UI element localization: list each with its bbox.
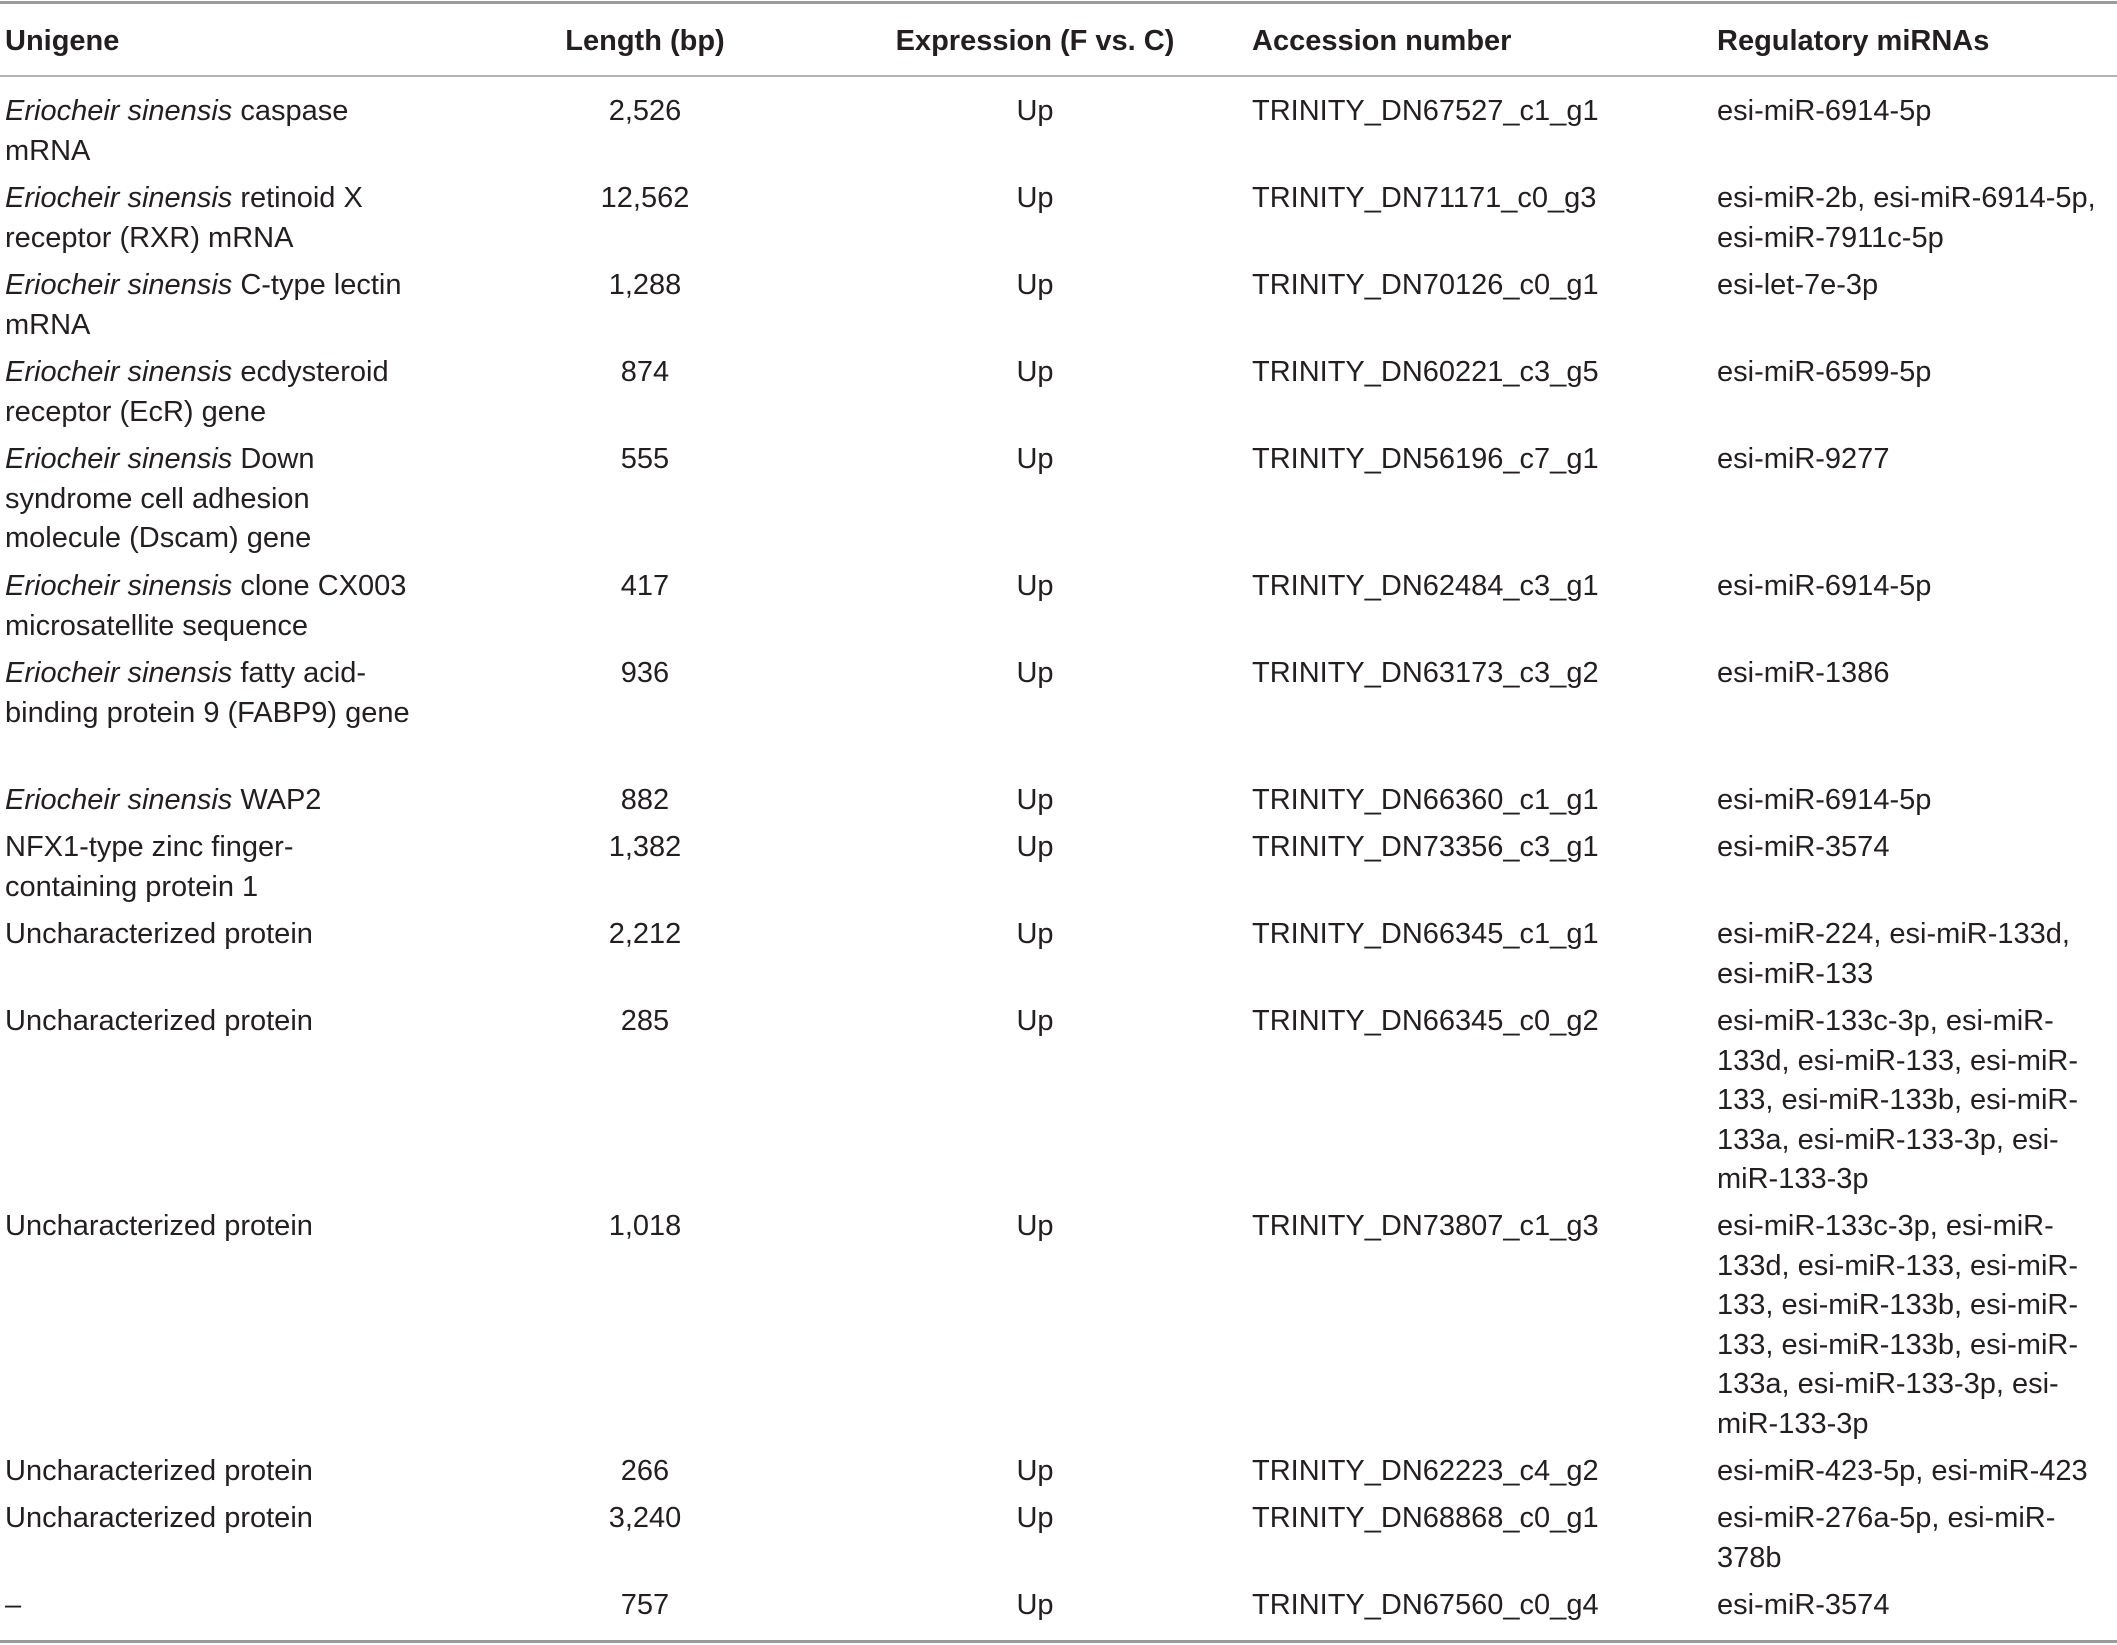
species-name: Eriocheir sinensis	[5, 182, 233, 214]
gene-description: Uncharacterized protein	[5, 1455, 313, 1487]
cell-length: 266	[620, 1455, 670, 1487]
gene-description: NFX1-type zinc finger-containing protein 1	[5, 831, 294, 903]
cell-expression: Up	[1016, 1589, 1054, 1621]
cell-unigene	[5, 654, 425, 733]
cell-accession: TRINITY_DN73807_c1_g3	[1252, 1210, 1599, 1242]
cell-unigene	[5, 781, 425, 821]
cell-accession: TRINITY_DN62484_c3_g1	[1252, 570, 1599, 602]
cell-accession: TRINITY_DN66345_c1_g1	[1252, 918, 1599, 950]
cell-expression: Up	[1016, 1502, 1054, 1534]
header-unigene: Unigene	[5, 25, 120, 57]
cell-expression: Up	[1016, 1455, 1054, 1487]
cell-accession: TRINITY_DN62223_c4_g2	[1252, 1455, 1599, 1487]
cell-length: 1,382	[608, 831, 682, 863]
cell-mirnas: esi-miR-133c-3p, esi-miR-133d, esi-miR-133, esi-miR-133, esi-miR-133b, esi-miR-133, esi-miR-133b, esi-miR-133a, esi-miR-133-3p, esi-miR-133-3p	[1717, 1210, 2078, 1440]
cell-mirnas: esi-let-7e-3p	[1717, 269, 1879, 301]
gene-description: C-type lectin mRNA	[5, 269, 402, 341]
cell-length: 2,212	[608, 918, 682, 950]
cell-accession: TRINITY_DN67560_c0_g4	[1252, 1589, 1599, 1621]
cell-unigene	[5, 1499, 425, 1539]
cell-mirnas: esi-miR-6914-5p	[1717, 784, 1932, 816]
header-expression: Expression (F vs. C)	[895, 25, 1175, 57]
gene-description: Down syndrome cell adhesion molecule (Dscam) gene	[5, 443, 315, 554]
gene-description: Uncharacterized protein	[5, 918, 313, 950]
gene-description: Uncharacterized protein	[5, 1210, 313, 1242]
cell-accession: TRINITY_DN71171_c0_g3	[1252, 182, 1597, 214]
gene-description: WAP2	[232, 784, 322, 816]
cell-expression: Up	[1016, 657, 1054, 689]
cell-mirnas: esi-miR-224, esi-miR-133d, esi-miR-133	[1717, 918, 2070, 990]
cell-mirnas: esi-miR-3574	[1717, 1589, 1890, 1621]
cell-length: 3,240	[608, 1502, 682, 1534]
gene-description: Uncharacterized protein	[5, 1005, 313, 1037]
cell-expression: Up	[1016, 269, 1054, 301]
cell-expression: Up	[1016, 443, 1054, 475]
table-bottom-rule	[0, 1640, 2117, 1643]
cell-unigene	[5, 828, 425, 907]
cell-length: 936	[620, 657, 670, 689]
cell-accession: TRINITY_DN66360_c1_g1	[1252, 784, 1599, 816]
cell-unigene	[5, 1586, 425, 1626]
cell-length: 1,288	[608, 269, 682, 301]
cell-unigene	[5, 1002, 425, 1042]
cell-accession: TRINITY_DN67527_c1_g1	[1252, 95, 1599, 127]
header-rule	[0, 75, 2117, 77]
cell-expression: Up	[1016, 1005, 1054, 1037]
cell-expression: Up	[1016, 570, 1054, 602]
cell-accession: TRINITY_DN73356_c3_g1	[1252, 831, 1599, 863]
cell-unigene	[5, 567, 425, 646]
gene-description: caspase mRNA	[5, 95, 349, 167]
gene-description: clone CX003 microsatellite sequence	[5, 570, 407, 642]
cell-expression: Up	[1016, 95, 1054, 127]
cell-mirnas: esi-miR-1386	[1717, 657, 1890, 689]
species-name: Eriocheir sinensis	[5, 784, 233, 816]
cell-unigene	[5, 1452, 425, 1492]
gene-description: retinoid X receptor (RXR) mRNA	[5, 182, 363, 254]
cell-length: 874	[620, 356, 670, 388]
cell-unigene	[5, 266, 425, 345]
header-length: Length (bp)	[565, 25, 725, 57]
cell-mirnas: esi-miR-6914-5p	[1717, 95, 1932, 127]
species-name: Eriocheir sinensis	[5, 443, 233, 475]
cell-expression: Up	[1016, 831, 1054, 863]
cell-accession: TRINITY_DN56196_c7_g1	[1252, 443, 1599, 475]
cell-length: 1,018	[608, 1210, 682, 1242]
cell-mirnas: esi-miR-6599-5p	[1717, 356, 1932, 388]
header-accession: Accession number	[1252, 25, 1512, 57]
species-name: Eriocheir sinensis	[5, 356, 233, 388]
species-name: Eriocheir sinensis	[5, 269, 233, 301]
cell-length: 285	[620, 1005, 670, 1037]
cell-length: 2,526	[608, 95, 682, 127]
cell-unigene	[5, 353, 425, 432]
gene-description: fatty acid-binding protein 9 (FABP9) gene	[5, 657, 410, 729]
cell-mirnas: esi-miR-9277	[1717, 443, 1890, 475]
species-name: Eriocheir sinensis	[5, 95, 233, 127]
cell-expression: Up	[1016, 182, 1054, 214]
cell-mirnas: esi-miR-133c-3p, esi-miR-133d, esi-miR-133, esi-miR-133, esi-miR-133b, esi-miR-133a, esi-miR-133-3p, esi-miR-133-3p	[1717, 1005, 2078, 1195]
cell-expression: Up	[1016, 784, 1054, 816]
species-name: Eriocheir sinensis	[5, 657, 233, 689]
cell-length: 417	[620, 570, 670, 602]
cell-expression: Up	[1016, 356, 1054, 388]
cell-accession: TRINITY_DN66345_c0_g2	[1252, 1005, 1599, 1037]
cell-mirnas: esi-miR-276a-5p, esi-miR-378b	[1717, 1502, 2056, 1574]
cell-accession: TRINITY_DN60221_c3_g5	[1252, 356, 1599, 388]
cell-mirnas: esi-miR-2b, esi-miR-6914-5p, esi-miR-7911c-5p	[1717, 182, 2096, 254]
cell-accession: TRINITY_DN63173_c3_g2	[1252, 657, 1599, 689]
cell-unigene	[5, 440, 425, 559]
cell-length: 12,562	[600, 182, 690, 214]
cell-unigene	[5, 92, 425, 171]
cell-unigene	[5, 1207, 425, 1247]
cell-mirnas: esi-miR-6914-5p	[1717, 570, 1932, 602]
cell-unigene	[5, 179, 425, 258]
cell-mirnas: esi-miR-3574	[1717, 831, 1890, 863]
table-header	[0, 0, 2117, 76]
species-name: Eriocheir sinensis	[5, 570, 233, 602]
gene-description: ecdysteroid receptor (EcR) gene	[5, 356, 389, 428]
cell-unigene	[5, 915, 425, 955]
cell-expression: Up	[1016, 918, 1054, 950]
cell-expression: Up	[1016, 1210, 1054, 1242]
cell-accession: TRINITY_DN70126_c0_g1	[1252, 269, 1599, 301]
cell-length: 757	[620, 1589, 670, 1621]
header-mirnas: Regulatory miRNAs	[1717, 25, 1990, 57]
cell-accession: TRINITY_DN68868_c0_g1	[1252, 1502, 1599, 1534]
gene-description: Uncharacterized protein	[5, 1502, 313, 1534]
cell-length: 882	[620, 784, 670, 816]
cell-length: 555	[620, 443, 670, 475]
gene-description: –	[5, 1589, 22, 1621]
cell-mirnas: esi-miR-423-5p, esi-miR-423	[1717, 1455, 2088, 1487]
